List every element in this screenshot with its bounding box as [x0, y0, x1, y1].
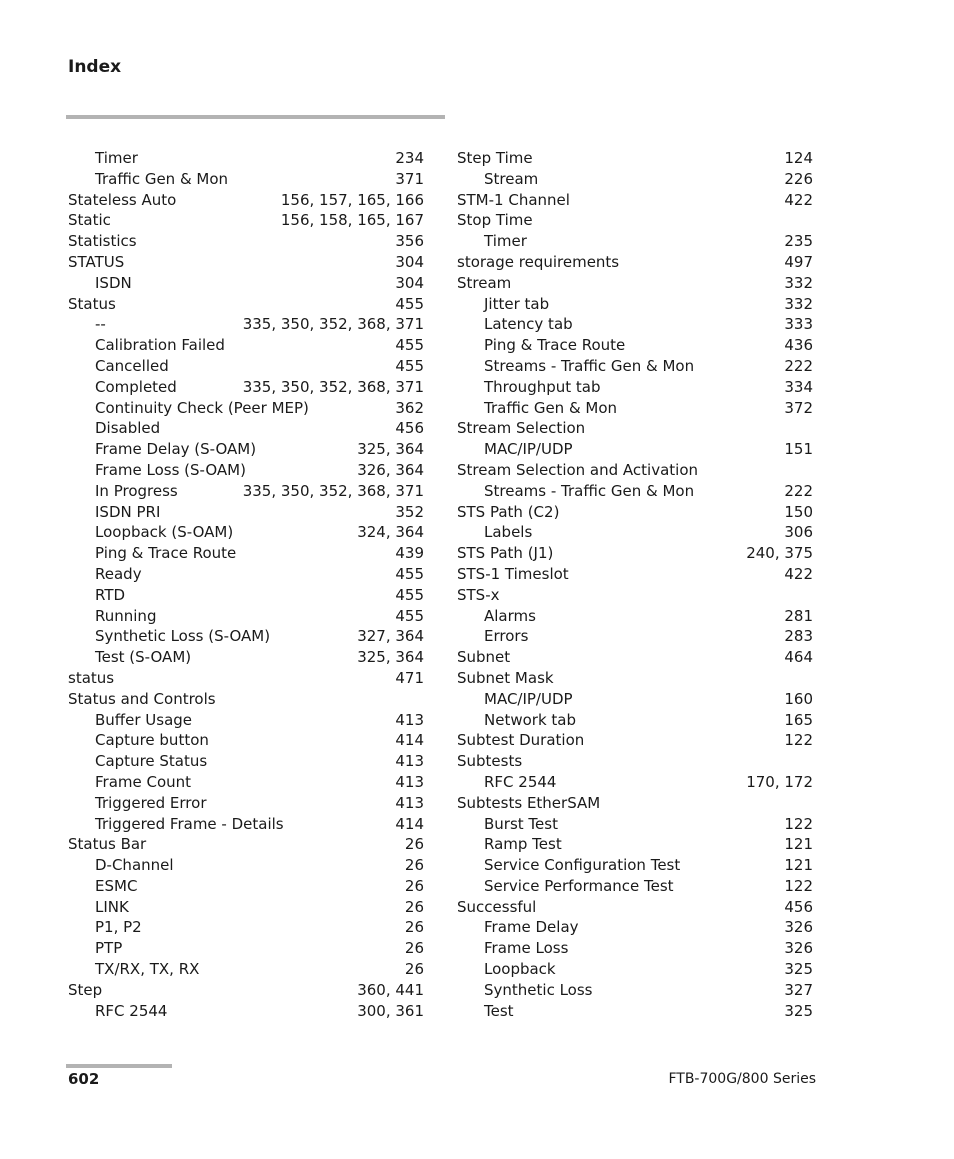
- index-term: Ping & Trace Route: [95, 544, 237, 563]
- index-pages: 121: [784, 835, 813, 854]
- index-term: STATUS: [68, 252, 125, 271]
- index-pages: 304: [395, 252, 424, 271]
- index-term: Traffic Gen & Mon: [484, 398, 618, 417]
- index-entry: [457, 834, 813, 855]
- index-entry: [68, 210, 424, 231]
- index-term: Errors: [484, 627, 529, 646]
- index-entry: [457, 751, 813, 772]
- index-entry: [457, 439, 813, 460]
- index-entry: [457, 377, 813, 398]
- index-pages: 414: [395, 814, 424, 833]
- index-entry: [68, 231, 424, 252]
- index-pages: 356: [395, 232, 424, 251]
- index-term: STS Path (C2): [457, 502, 560, 521]
- index-term: ISDN PRI: [95, 502, 161, 521]
- index-entry: [457, 647, 813, 668]
- page-number: 602: [68, 1070, 100, 1088]
- index-pages: 464: [784, 648, 813, 667]
- index-pages: 372: [784, 398, 813, 417]
- index-term: PTP: [95, 939, 123, 958]
- index-pages: 414: [395, 731, 424, 750]
- index-entry: [68, 522, 424, 543]
- index-term: Subtest Duration: [457, 731, 585, 750]
- index-entry: [457, 897, 813, 918]
- index-term: Jitter tab: [484, 294, 550, 313]
- index-entry: [457, 169, 813, 190]
- index-pages: 455: [395, 336, 424, 355]
- index-pages: 436: [784, 336, 813, 355]
- index-entry: [457, 668, 813, 689]
- index-pages: 413: [395, 793, 424, 812]
- index-pages: 326, 364: [357, 460, 424, 479]
- index-pages: 324, 364: [357, 523, 424, 542]
- index-term: LINK: [95, 897, 129, 916]
- index-entry: [68, 169, 424, 190]
- index-entry: [457, 938, 813, 959]
- index-pages: 335, 350, 352, 368, 371: [242, 377, 424, 396]
- index-entry: [457, 148, 813, 169]
- index-term: Frame Count: [95, 772, 192, 791]
- index-entry: [68, 647, 424, 668]
- index-pages: 26: [404, 960, 424, 979]
- index-term: Stream: [484, 169, 539, 188]
- index-term: STM-1 Channel: [457, 190, 570, 209]
- index-pages: 235: [784, 232, 813, 251]
- index-pages: 156, 157, 165, 166: [280, 190, 424, 209]
- index-pages: 422: [784, 190, 813, 209]
- index-entry: [457, 793, 813, 814]
- index-pages: 413: [395, 752, 424, 771]
- index-pages: 360, 441: [357, 980, 424, 999]
- index-pages: 234: [395, 149, 424, 167]
- index-term: Subtests: [457, 752, 523, 771]
- index-entry: [457, 335, 813, 356]
- index-pages: 352: [395, 502, 424, 521]
- header-rule: [66, 115, 445, 119]
- index-entry: [457, 730, 813, 751]
- index-term: Buffer Usage: [95, 710, 193, 729]
- index-term: ESMC: [95, 876, 138, 895]
- index-entry: [68, 294, 424, 315]
- index-pages: 413: [395, 710, 424, 729]
- index-pages: 304: [395, 273, 424, 292]
- index-entry: [457, 273, 813, 294]
- index-pages: 455: [395, 564, 424, 583]
- index-term: In Progress: [95, 481, 178, 500]
- index-entry: [457, 1001, 813, 1022]
- index-entry: [457, 481, 813, 502]
- index-term: Frame Delay (S-OAM): [95, 440, 257, 459]
- index-term: RTD: [95, 585, 126, 604]
- index-entry: [68, 834, 424, 855]
- index-pages: 281: [784, 606, 813, 625]
- index-entry: [457, 543, 813, 564]
- index-term: Calibration Failed: [95, 336, 225, 355]
- index-term: Stop Time: [457, 211, 533, 230]
- index-term: Subnet Mask: [457, 668, 554, 687]
- index-entry: [68, 626, 424, 647]
- index-term: Status: [68, 294, 116, 313]
- index-term: Traffic Gen & Mon: [95, 169, 229, 188]
- index-entry: [457, 231, 813, 252]
- index-entry: [457, 855, 813, 876]
- index-term: Service Performance Test: [484, 876, 674, 895]
- index-term: Ramp Test: [484, 835, 562, 854]
- index-entry: [457, 210, 813, 231]
- index-term: Subtests EtherSAM: [457, 793, 601, 812]
- index-term: Step: [68, 980, 103, 999]
- index-term: Burst Test: [484, 814, 558, 833]
- index-entry: [68, 751, 424, 772]
- index-entry: [68, 876, 424, 897]
- index-term: Synthetic Loss: [484, 980, 593, 999]
- index-entry: [68, 377, 424, 398]
- page-title: Index: [68, 57, 122, 77]
- index-entry: [457, 294, 813, 315]
- index-term: MAC/IP/UDP: [484, 689, 573, 708]
- index-pages: 226: [784, 169, 813, 188]
- index-pages: 371: [395, 169, 424, 188]
- index-entry: [457, 502, 813, 523]
- index-entry: [68, 897, 424, 918]
- index-term: Timer: [95, 149, 138, 167]
- index-term: Loopback (S-OAM): [95, 523, 234, 542]
- index-entry: [68, 668, 424, 689]
- index-pages: 471: [395, 668, 424, 687]
- index-entry: [68, 772, 424, 793]
- index-entry: [68, 855, 424, 876]
- index-pages: 455: [395, 585, 424, 604]
- index-term: Frame Loss: [484, 939, 569, 958]
- index-entry: [68, 252, 424, 273]
- index-term: Timer: [484, 232, 527, 251]
- index-term: Service Configuration Test: [484, 856, 681, 875]
- index-entry: [457, 356, 813, 377]
- product-series: FTB-700G/800 Series: [668, 1071, 816, 1087]
- index-pages: 455: [395, 606, 424, 625]
- index-pages: 325: [784, 1001, 813, 1020]
- index-term: Cancelled: [95, 356, 169, 375]
- index-term: Stateless Auto: [68, 190, 177, 209]
- index-term: status: [68, 668, 115, 687]
- index-pages: 333: [784, 315, 813, 334]
- index-term: Subnet: [457, 648, 511, 667]
- index-term: D-Channel: [95, 856, 174, 875]
- index-entry: [68, 959, 424, 980]
- index-term: --: [95, 315, 106, 334]
- index-term: Ping & Trace Route: [484, 336, 626, 355]
- index-entry: [457, 689, 813, 710]
- index-entry: [457, 876, 813, 897]
- index-pages: 170, 172: [746, 772, 813, 791]
- index-term: Stream Selection and Activation: [457, 460, 699, 479]
- index-term: Loopback: [484, 960, 556, 979]
- index-entry: [457, 626, 813, 647]
- index-pages: 124: [784, 149, 813, 167]
- index-term: storage requirements: [457, 252, 620, 271]
- index-pages: 121: [784, 856, 813, 875]
- index-term: Labels: [484, 523, 533, 542]
- index-term: RFC 2544: [95, 1001, 168, 1020]
- index-entry: [68, 814, 424, 835]
- index-entry: [68, 564, 424, 585]
- index-term: Capture Status: [95, 752, 208, 771]
- index-term: Frame Loss (S-OAM): [95, 460, 246, 479]
- index-term: Ready: [95, 564, 142, 583]
- index-pages: 334: [784, 377, 813, 396]
- index-term: Status and Controls: [68, 689, 216, 708]
- index-entry: [68, 398, 424, 419]
- index-pages: 160: [784, 689, 813, 708]
- index-term: P1, P2: [95, 918, 142, 937]
- index-entry: [68, 689, 424, 710]
- index-pages: 283: [784, 627, 813, 646]
- index-term: Triggered Frame - Details: [95, 814, 284, 833]
- index-term: STS-1 Timeslot: [457, 564, 569, 583]
- index-pages: 413: [395, 772, 424, 791]
- index-entry: [68, 481, 424, 502]
- index-pages: 497: [784, 252, 813, 271]
- index-entry: [68, 439, 424, 460]
- index-pages: 26: [404, 918, 424, 937]
- index-pages: 422: [784, 564, 813, 583]
- index-pages: 325: [784, 960, 813, 979]
- index-pages: 456: [784, 897, 813, 916]
- index-pages: 325, 364: [357, 648, 424, 667]
- index-term: STS Path (J1): [457, 544, 554, 563]
- index-entry: [457, 980, 813, 1001]
- index-term: STS-x: [457, 585, 500, 604]
- index-pages: 362: [395, 398, 424, 417]
- index-term: Latency tab: [484, 315, 573, 334]
- index-pages: 151: [784, 440, 813, 459]
- index-entry: [457, 814, 813, 835]
- index-pages: 332: [784, 273, 813, 292]
- index-entry: [68, 273, 424, 294]
- index-pages: 240, 375: [746, 544, 813, 563]
- index-entry: [457, 418, 813, 439]
- index-term: Continuity Check (Peer MEP): [95, 398, 309, 417]
- index-entry: [68, 793, 424, 814]
- index-term: Static: [68, 211, 111, 230]
- index-term: Capture button: [95, 731, 209, 750]
- footer-rule: [66, 1064, 172, 1068]
- index-pages: 26: [404, 876, 424, 895]
- index-column-left: [68, 148, 424, 1021]
- index-pages: 26: [404, 939, 424, 958]
- index-term: Stream Selection: [457, 419, 586, 438]
- index-entry: [457, 606, 813, 627]
- index-pages: 332: [784, 294, 813, 313]
- index-term: Stream: [457, 273, 512, 292]
- index-pages: 165: [784, 710, 813, 729]
- index-entry: [457, 522, 813, 543]
- index-pages: 455: [395, 294, 424, 313]
- index-pages: 26: [404, 897, 424, 916]
- index-term: Network tab: [484, 710, 576, 729]
- index-entry: [68, 543, 424, 564]
- index-term: Alarms: [484, 606, 536, 625]
- index-entry: [68, 460, 424, 481]
- index-entry: [68, 314, 424, 335]
- index-pages: 122: [784, 731, 813, 750]
- index-term: Test: [484, 1001, 514, 1020]
- index-entry: [457, 564, 813, 585]
- index-entry: [457, 959, 813, 980]
- index-term: Triggered Error: [95, 793, 207, 812]
- index-pages: 327, 364: [357, 627, 424, 646]
- index-pages: 455: [395, 356, 424, 375]
- index-entry: [68, 980, 424, 1001]
- index-pages: 150: [784, 502, 813, 521]
- index-term: Successful: [457, 897, 537, 916]
- index-term: ISDN: [95, 273, 132, 292]
- index-entry: [68, 335, 424, 356]
- index-pages: 439: [395, 544, 424, 563]
- index-entry: [68, 585, 424, 606]
- index-term: Throughput tab: [484, 377, 601, 396]
- index-entry: [68, 710, 424, 731]
- index-column-right: [457, 148, 813, 1021]
- index-entry: [457, 772, 813, 793]
- index-pages: 325, 364: [357, 440, 424, 459]
- index-entry: [457, 398, 813, 419]
- index-term: MAC/IP/UDP: [484, 440, 573, 459]
- index-term: Step Time: [457, 149, 533, 167]
- index-pages: 300, 361: [357, 1001, 424, 1020]
- index-term: Status Bar: [68, 835, 147, 854]
- index-entry: [68, 938, 424, 959]
- index-entry: [457, 460, 813, 481]
- index-term: Test (S-OAM): [95, 648, 192, 667]
- index-term: Running: [95, 606, 157, 625]
- index-entry: [68, 190, 424, 211]
- index-term: Statistics: [68, 232, 137, 251]
- index-entry: [68, 917, 424, 938]
- index-entry: [457, 314, 813, 335]
- index-term: Completed: [95, 377, 177, 396]
- index-entry: [457, 190, 813, 211]
- index-term: RFC 2544: [484, 772, 557, 791]
- index-entry: [68, 1001, 424, 1022]
- index-pages: 122: [784, 814, 813, 833]
- index-entry: [68, 606, 424, 627]
- index-term: Streams - Traffic Gen & Mon: [484, 356, 695, 375]
- index-pages: 335, 350, 352, 368, 371: [242, 315, 424, 334]
- index-entry: [68, 502, 424, 523]
- index-term: Frame Delay: [484, 918, 579, 937]
- index-pages: 122: [784, 876, 813, 895]
- index-pages: 326: [784, 939, 813, 958]
- index-pages: 222: [784, 356, 813, 375]
- index-term: Synthetic Loss (S-OAM): [95, 627, 271, 646]
- index-pages: 306: [784, 523, 813, 542]
- index-entry: [68, 418, 424, 439]
- index-entry: [457, 252, 813, 273]
- index-term: TX/RX, TX, RX: [95, 960, 200, 979]
- index-pages: 26: [404, 856, 424, 875]
- index-entry: [68, 730, 424, 751]
- index-term: Streams - Traffic Gen & Mon: [484, 481, 695, 500]
- index-pages: 335, 350, 352, 368, 371: [242, 481, 424, 500]
- index-entry: [457, 917, 813, 938]
- index-entry: [457, 710, 813, 731]
- index-pages: 222: [784, 481, 813, 500]
- index-term: Disabled: [95, 419, 161, 438]
- index-pages: 326: [784, 918, 813, 937]
- index-pages: 26: [404, 835, 424, 854]
- index-pages: 327: [784, 980, 813, 999]
- index-entry: [457, 585, 813, 606]
- index-entry: [68, 148, 424, 169]
- index-pages: 156, 158, 165, 167: [280, 211, 424, 230]
- index-entry: [68, 356, 424, 377]
- index-pages: 456: [395, 419, 424, 438]
